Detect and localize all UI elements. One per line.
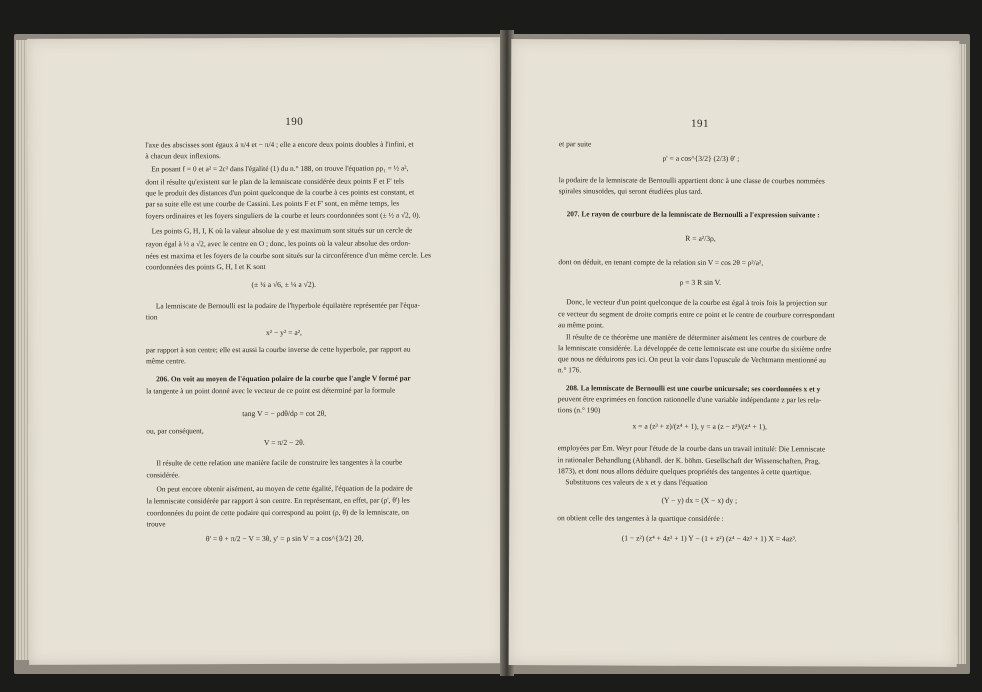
section-line: 208. La lemniscate de Bernoulli est une courbe unicursale; ses coordonnées x et y — [565, 383, 821, 394]
text-line: on obtient celle des tangentes à la quartique considérée : — [557, 513, 724, 523]
text-line: dont on déduit, en tenant compte de la relation sin V = cos 2θ = ρ²/a², — [558, 257, 764, 268]
right-page — [509, 39, 960, 667]
text-line: peuvent être exprimées en fonction rationnelle d'une variable indépendante z par les rela- — [557, 394, 822, 405]
text-line: ou, par conséquent, — [146, 426, 204, 436]
text-line: l'axe des abscisses sont égaux à π/4 et − π/4 ; elle a encore deux points doubles à l'infini, et — [145, 139, 414, 150]
text-line: On peut encore obtenir aisément, au moyen de cette égalité, l'équation de la podaire de — [156, 483, 413, 494]
text-line: tion — [145, 312, 158, 322]
equation: (Y − y) dx = (X − x) dy ; — [661, 495, 738, 506]
equation: (± ¼ a √6, ± ¼ a √2). — [251, 279, 317, 290]
equation: ρ = 3 R sin V. — [679, 277, 722, 287]
text-line: Il résulte de cette relation une manière facile de construire les tangentes à la courbe — [156, 457, 403, 468]
text-line: rayon égal à ½ a √2, avec le centre en O ; donc, les points où la valeur absolue des ordon- — [145, 238, 411, 249]
section-line: 206. On voit au moyen de l'équation polaire de la courbe que l'angle V formé par — [156, 373, 411, 384]
text-line: à chacun deux inflexions. — [145, 151, 221, 161]
text-line: ce vecteur du segment de droite compris entre ce point et le centre de courbure correspondant — [558, 309, 835, 320]
equation: ρ' = a cos^{3/2} (2/3) θ' ; — [662, 153, 740, 164]
text-line: par rapport à son centre; elle est aussi la courbe inverse de cette hyperbole, par rapport au — [145, 344, 411, 355]
text-line: que nous ne déduirons pas ici. On peut la voir dans l'opuscule de Vechtmann mentionné au — [557, 354, 827, 365]
text-line: la podaire de la lemniscate de Bernoulli appartient donc à une classe de courbes nommées — [558, 175, 825, 186]
text-line: nées est maxima et les foyers de la courbe sont situés sur la circonférence d'un même cercle. Les — [145, 250, 432, 261]
text-line: coordonnées des points G, H, I et K sont — [145, 261, 266, 272]
equation: x² − y² = a², — [265, 327, 302, 337]
left-page — [27, 37, 503, 665]
text-line: En posant f = 0 et a² = 2c² dans l'égalité (1) du n.° 188, on trouve l'équation ρρ₁ = ½ a², — [151, 163, 409, 174]
equation: V = π/2 − 2θ. — [264, 437, 305, 448]
text-line: et par suite — [558, 139, 592, 149]
text-line: au même point. — [558, 320, 604, 330]
equation: tang V = − ρdθ/dρ = cot 2θ, — [242, 408, 327, 419]
text-line: La lemniscate de Bernoulli est la podaire de l'hyperbole équilatère représentée par l'équa- — [155, 300, 420, 311]
text-line: que le produit des distances d'un point quelconque de la courbe à ces points est constant, et — [145, 187, 415, 198]
equation: (1 − z²) (z⁴ + 4z² + 1) Y − (1 + z²) (z⁴ − 4z² + 1) X = 4az³. — [621, 533, 797, 544]
text-line: employées par Em. Weyr pour l'étude de la courbe dans un travail intitulé: Die Lemniscate — [557, 443, 826, 454]
text-line: spirales sinusoïdes, qui seront étudiées plus tard. — [558, 186, 703, 196]
page-number: 191 — [690, 117, 710, 130]
text-line: dont il résulte qu'existent sur le plan de la lemniscate considérée deux points F et F' tels — [145, 176, 404, 187]
text-line: foyers ordinaires et les foyers singuliers de la courbe et leurs coordonnées sont (± ½ a √2, 0). — [145, 210, 421, 221]
text-line: par sa suite elle est une courbe de Cassini. Les points F et F' sont, en même temps, les — [145, 198, 400, 209]
equation: R = a²/3ρ, — [685, 233, 716, 243]
text-line: Les points G, H, I, K où la valeur absolue de y est maximum sont situés sur un cercle de — [151, 225, 413, 236]
text-line: Donc, le vecteur d'un point quelconque de la courbe est égal à trois fois la projection sur — [566, 297, 828, 308]
equation: x = a (z³ + z)/(z⁴ + 1), y = a (z − z³)/(z⁴ + 1), — [632, 421, 767, 432]
text-line: la lemniscate considérée. La développée de cette lemniscate est une courbe du sixième ordre — [558, 343, 832, 354]
text-line: la tangente à un point donné avec le vecteur de ce point est déterminé par la formule — [146, 385, 396, 396]
text-line: in rationaler Behandlung (Abhandl. der K. böhm. Gesellschaft der Wissenschaften, Prag, — [557, 455, 821, 466]
text-line: tions (n.° 190) — [557, 405, 601, 415]
text-line: même centre. — [146, 356, 186, 366]
text-line: Substituons ces valeurs de x et y dans l'équation — [565, 477, 708, 487]
text-line: la lemniscate considérée par rapport à son centre. En représentant, en effet, par (ρ', θ') les — [146, 495, 410, 506]
page-number: 190 — [285, 115, 304, 128]
text-line: trouve — [146, 519, 166, 529]
text-line: coordonnées du point de cette podaire qui correspond au point (ρ, θ) de la lemniscate, on — [146, 507, 409, 518]
text-line: n.° 176. — [557, 365, 582, 375]
text-line: considérée. — [146, 470, 180, 480]
equation: θ' = θ + π/2 − V = 3θ, y' = ρ sin V = a cos^{3/2} 2θ, — [205, 533, 364, 544]
section-line: 207. Le rayon de courbure de la lemniscate de Bernoulli a l'expression suivante : — [566, 209, 820, 220]
text-line: 1873), et dont nous allons déduire quelques propriétés des tangentes à cette quartique. — [557, 466, 812, 477]
text-line: Il résulte de ce théorème une manière de déterminer aisément les centres de courbure de — [566, 332, 827, 343]
